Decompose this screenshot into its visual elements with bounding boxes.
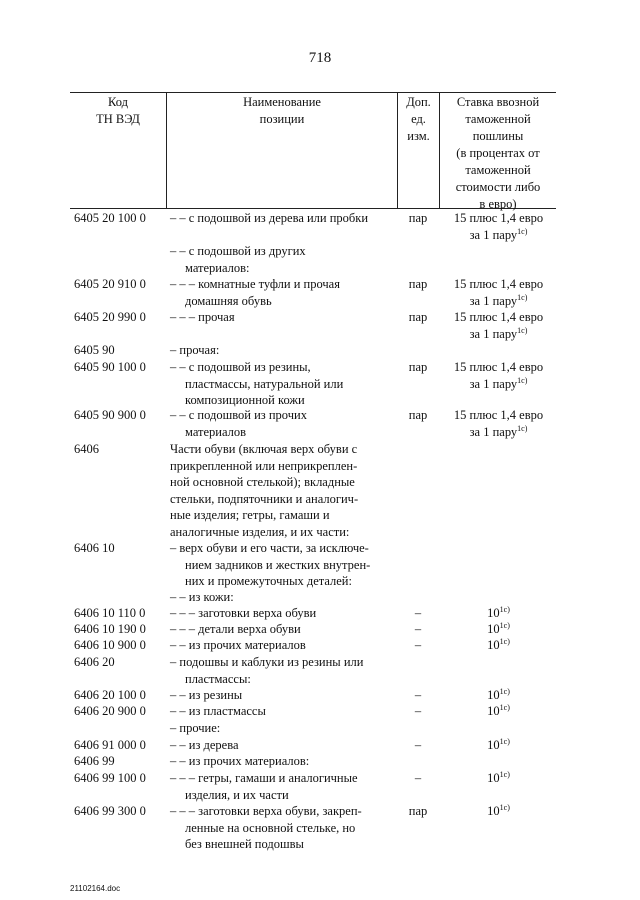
hs-code: 6405 90 100 0 bbox=[74, 360, 146, 374]
unit-of-measure: пар bbox=[408, 804, 428, 818]
unit-of-measure: – bbox=[414, 688, 422, 702]
duty-rate: $10^{1с)}$ bbox=[487, 621, 510, 636]
position-name: – – – заготовки верха обуви bbox=[170, 606, 317, 620]
position-name: – – из прочих материалов bbox=[170, 638, 306, 652]
footnote-marker: 1с) bbox=[517, 226, 528, 236]
duty-rate: 15 плюс 1,4 евро за 1 пару$^{1с)}$ bbox=[453, 211, 544, 242]
duty-rate: 15 плюс 1,4 евро за 1 пару$^{1с)}$ bbox=[453, 310, 544, 341]
position-name: – прочая: bbox=[170, 343, 220, 357]
footnote-marker: 1с) bbox=[499, 687, 510, 696]
footnote-marker: 1с) bbox=[499, 737, 510, 746]
unit-of-measure: пар bbox=[408, 360, 428, 374]
duty-rate: $10^{1с)}$ bbox=[487, 703, 510, 718]
header-code: Код ТН ВЭД bbox=[96, 95, 140, 126]
footnote-marker: 1с) bbox=[499, 637, 510, 646]
hs-code: 6406 20 100 0 bbox=[74, 688, 146, 702]
position-name: – – из пластмассы bbox=[170, 704, 266, 718]
duty-rate: $10^{1с)}$ bbox=[487, 687, 510, 702]
duty-rate: 15 плюс 1,4 евро за 1 пару$^{1с)}$ bbox=[453, 408, 544, 439]
hs-code: 6406 99 100 0 bbox=[74, 771, 146, 785]
unit-of-measure: – bbox=[414, 738, 422, 752]
hs-code: 6406 10 190 0 bbox=[74, 622, 146, 636]
hs-code: 6405 20 910 0 bbox=[74, 277, 146, 291]
duty-rate: $10^{1с)}$ bbox=[487, 803, 510, 818]
position-name: – – из резины bbox=[170, 688, 243, 702]
position-name: – – из прочих материалов: bbox=[170, 754, 310, 768]
footnote-marker: 1с) bbox=[517, 375, 528, 385]
header-rate: Ставка ввозной таможенной пошлины (в процентах от таможенной стоимости либо в евро) bbox=[455, 95, 541, 211]
footnote-marker: 1с) bbox=[499, 803, 510, 812]
unit-of-measure: – bbox=[414, 606, 422, 620]
footnote-marker: 1с) bbox=[499, 770, 510, 779]
unit-of-measure: – bbox=[414, 638, 422, 652]
hs-code: 6406 99 300 0 bbox=[74, 804, 146, 818]
unit-of-measure: – bbox=[414, 704, 422, 718]
hs-code: 6405 20 100 0 bbox=[74, 211, 146, 225]
footnote-marker: 1с) bbox=[499, 605, 510, 614]
unit-of-measure: – bbox=[414, 622, 422, 636]
hs-code: 6406 91 000 0 bbox=[74, 738, 146, 752]
duty-rate: $10^{1с)}$ bbox=[487, 770, 510, 785]
hs-code: 6406 99 bbox=[74, 754, 115, 768]
position-name: – прочие: bbox=[170, 721, 221, 735]
unit-of-measure: пар bbox=[408, 310, 428, 324]
position-name: – – – гетры, гамаши и аналогичные изделия, и их части bbox=[170, 771, 358, 802]
position-name: – – из дерева bbox=[170, 738, 239, 752]
position-name: – подошвы и каблуки из резины или пластмассы: bbox=[170, 655, 364, 686]
position-name: – – с подошвой из дерева или пробки bbox=[170, 211, 369, 225]
position-name: Части обуви (включая верх обуви с прикрепленной или неприкреплен- ной основной стелькой); вкладные стельки, подпяточники и аналогич- ные изделия; гетры, гамаши и аналогичные изделия, и их части: bbox=[170, 442, 359, 539]
unit-of-measure: пар bbox=[408, 277, 428, 291]
duty-rate: 15 плюс 1,4 евро за 1 пару$^{1с)}$ bbox=[453, 277, 544, 308]
position-name: – – с подошвой из прочих материалов bbox=[170, 408, 307, 439]
hs-code: 6406 bbox=[74, 442, 99, 456]
position-name: – – с подошвой из резины, пластмассы, натуральной или композиционной кожи bbox=[170, 360, 344, 407]
header-name: Наименование позиции bbox=[243, 95, 321, 126]
duty-rate: $10^{1с)}$ bbox=[487, 737, 510, 752]
footnote-marker: 1с) bbox=[499, 621, 510, 630]
position-name: – – – заготовки верха обуви, закреп- ленные на основной стельке, но без внешней подошвы bbox=[170, 804, 362, 851]
hs-code: 6406 20 900 0 bbox=[74, 704, 146, 718]
unit-of-measure: пар bbox=[408, 408, 428, 422]
duty-rate: $10^{1с)}$ bbox=[487, 605, 510, 620]
footnote-marker: 1с) bbox=[517, 325, 528, 335]
hs-code: 6405 90 900 0 bbox=[74, 408, 146, 422]
unit-of-measure: – bbox=[414, 771, 422, 785]
hs-code: 6406 20 bbox=[74, 655, 115, 669]
duty-rate: $10^{1с)}$ bbox=[487, 637, 510, 652]
header-top-rule bbox=[70, 92, 556, 93]
file-name-footer: 21102164.doc bbox=[70, 884, 121, 893]
position-name: – – – детали верха обуви bbox=[170, 622, 301, 636]
hs-code: 6406 10 bbox=[74, 541, 115, 555]
hs-code: 6406 10 110 0 bbox=[74, 606, 146, 620]
position-name: – – с подошвой из других материалов: bbox=[170, 244, 306, 275]
position-name: – – из кожи: bbox=[170, 590, 234, 604]
position-name: – – – прочая bbox=[170, 310, 235, 324]
footnote-marker: 1с) bbox=[517, 292, 528, 302]
footnote-marker: 1с) bbox=[499, 703, 510, 712]
hs-code: 6406 10 900 0 bbox=[74, 638, 146, 652]
page-number: 718 bbox=[308, 50, 332, 66]
position-name: – верх обуви и его части, за исключе- нием задников и жестких внутрен- них и промежуточных деталей: bbox=[170, 541, 371, 588]
header-unit: Доп. ед. изм. bbox=[406, 95, 431, 143]
position-name: – – – комнатные туфли и прочая домашняя обувь bbox=[170, 277, 340, 308]
unit-of-measure: пар bbox=[408, 211, 428, 225]
duty-rate: 15 плюс 1,4 евро за 1 пару$^{1с)}$ bbox=[453, 360, 544, 391]
footnote-marker: 1с) bbox=[517, 423, 528, 433]
hs-code: 6405 20 990 0 bbox=[74, 310, 146, 324]
hs-code: 6405 90 bbox=[74, 343, 115, 357]
